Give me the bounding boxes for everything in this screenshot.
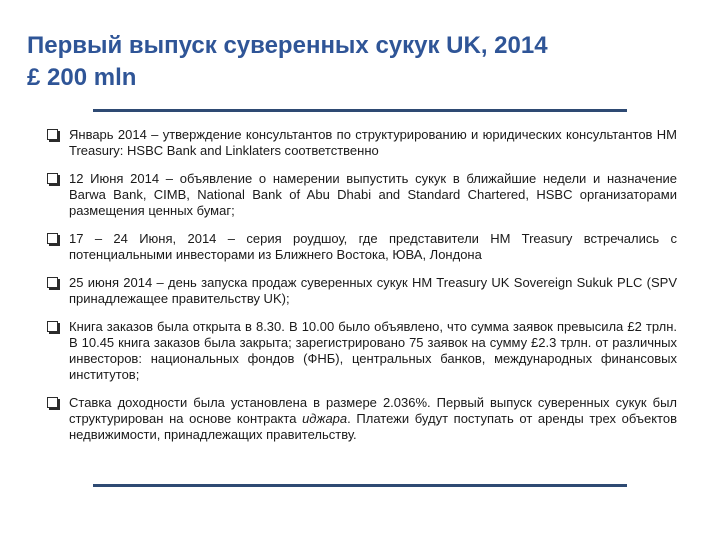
bullet-text-1: Январь 2014 – утверждение консультантов по структурированию и юридических консультантов HM Treasury: HSBC Bank and Linklaters соответственно: [69, 127, 677, 158]
bullet-text-3: 17 – 24 Июня, 2014 – серия роудшоу, где представители HM Treasury встречались с потенциальными инвесторами из Ближнего Востока, ЮВА, Лондона: [69, 231, 677, 262]
bullet-item-2: [47, 171, 677, 219]
bullet-text-2: 12 Июня 2014 – объявление о намерении выпустить сукук в ближайшие недели и назначение Barwa Bank, CIMB, National Bank of Abu Dhabi and Standard Chartered, HSBC организаторами размещения ценных бумаг;: [69, 171, 677, 218]
checkbox-bullet-icon: [47, 277, 58, 288]
bullet-list: [47, 127, 677, 455]
bullet-item-5: [47, 319, 677, 383]
bullet-item-6: [47, 395, 677, 443]
bottom-divider: [93, 484, 627, 487]
bullet-text-4: 25 июня 2014 – день запуска продаж суверенных сукук HM Treasury UK Sovereign Sukuk PLC (SPV принадлежащее правительству UK);: [69, 275, 677, 306]
checkbox-bullet-icon: [47, 397, 58, 408]
bullet-text-6: [69, 395, 677, 442]
bullet-text-6-part-2: . Платежи будут поступать от аренды трех объектов недвижимости, принадлежащих правительству.: [69, 411, 677, 442]
bullet-text-5: Книга заказов была открыта в 8.30. В 10.00 было объявлено, что сумма заявок превысила £2 трлн. В 10.45 книга заказов была закрыта; зарегистрировано 75 заявок на сумму £2.3 трлн. от различных инвесторов: национальных фондов (ФНБ), центральных банков, международных финансовых институтов;: [69, 319, 677, 382]
bullet-item-4: [47, 275, 677, 307]
bullet-item-1: [47, 127, 677, 159]
bullet-text-6-part-1: Ставка доходности была установлена в размере 2.036%. Первый выпуск суверенных сукук был структурирован на основе контракта: [69, 395, 677, 426]
checkbox-bullet-icon: [47, 321, 58, 332]
bullet-text-6-italic: иджара: [302, 411, 348, 426]
slide-title: [27, 30, 687, 94]
bullet-item-3: [47, 231, 677, 263]
checkbox-bullet-icon: [47, 173, 58, 184]
checkbox-bullet-icon: [47, 129, 58, 140]
slide-title-line-1: Первый выпуск суверенных сукук UK, 2014: [27, 32, 548, 59]
checkbox-bullet-icon: [47, 233, 58, 244]
slide-title-line-2: £ 200 mln: [27, 64, 137, 91]
top-divider: [93, 109, 627, 112]
